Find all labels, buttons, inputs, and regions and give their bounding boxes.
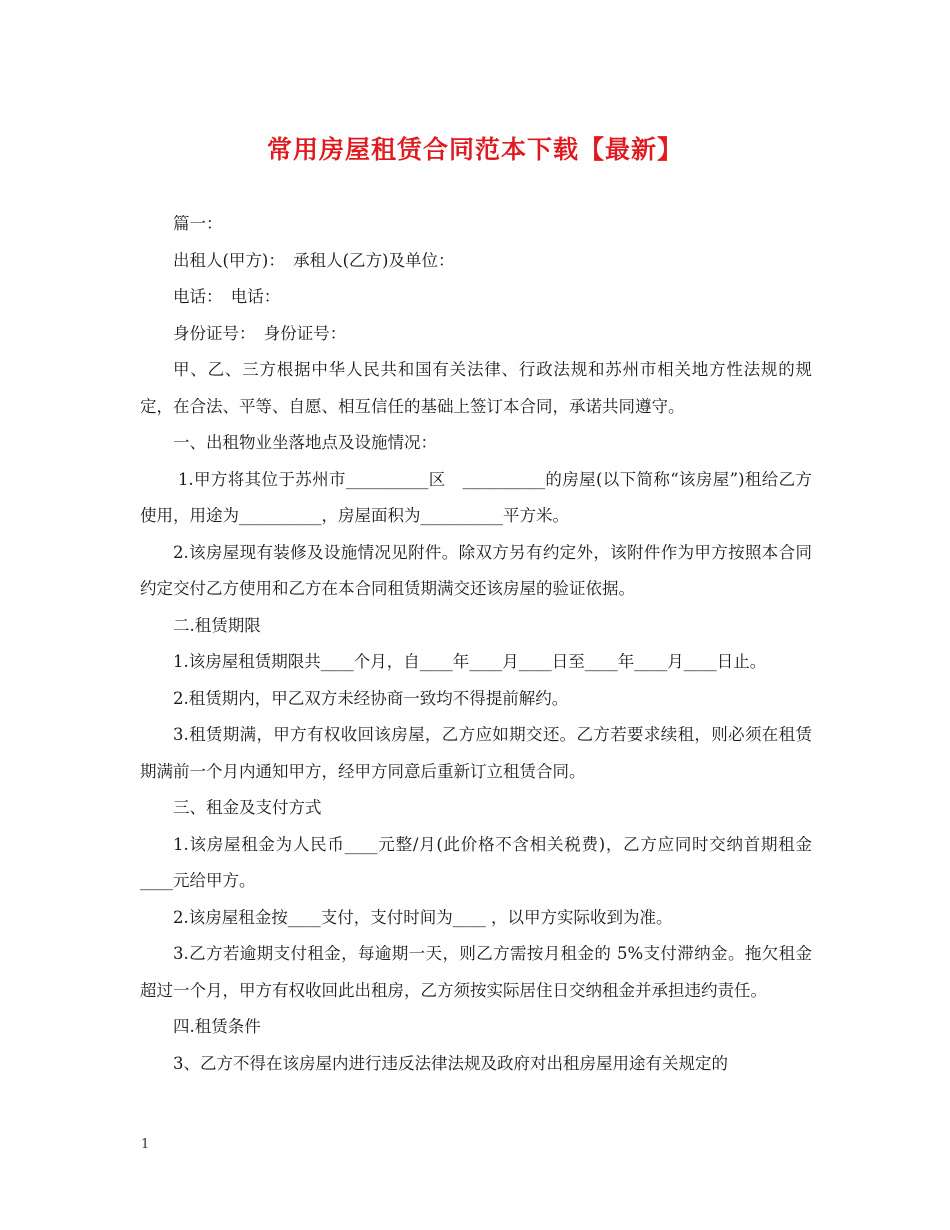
paragraph-term-3: 3.租赁期满，甲方有权收回该房屋，乙方应如期交还。乙方若要求续租，则必须在租赁期满前一个月内通知甲方，经甲方同意后重新订立租赁合同。 [140,725,812,781]
paragraph-property-2: 2.该房屋现有装修及设施情况见附件。除双方另有约定外，该附件作为甲方按照本合同约定交付乙方使用和乙方在本合同租赁期满交还该房屋的验证依据。 [140,542,812,598]
paragraph-parties: 出租人(甲方)： 承租人(乙方)及单位： [173,250,455,270]
document-body [140,206,812,1082]
paragraph-preamble: 甲、乙、三方根据中华人民共和国有关法律、行政法规和苏州市相关地方性法规的规定，在合法、平等、自愿、相互信任的基础上签订本合同，承诺共同遵守。 [140,360,812,416]
document-title: 常用房屋租赁合同范本下载【最新】 [266,135,683,164]
paragraph-conditions-3: 3、乙方不得在该房屋内进行违反法律法规及政府对出租房屋用途有关规定的 [173,1053,728,1073]
paragraph-term-2: 2.租赁期内，甲乙双方未经协商一致均不得提前解约。 [173,688,569,708]
heading-lease-conditions: 四.租赁条件 [173,1017,261,1036]
page-number: 1 [141,1137,150,1152]
paragraph-property-1: 1.甲方将其位于苏州市__________区 __________的房屋(以下简称“该房屋”)租给乙方使用，用途为__________，房屋面积为__________平方米。 [140,469,812,525]
paragraph-rent-2: 2.该房屋租金按____支付，支付时间为____ ，以甲方实际收到为准。 [173,907,673,927]
paragraph-id-numbers: 身份证号： 身份证号： [173,323,347,343]
paragraph-rent-1: 1.该房屋租金为人民币____元整/月(此价格不含相关税费)，乙方应同时交纳首期租金____元给甲方。 [140,834,812,890]
heading-lease-term: 二.租赁期限 [173,615,261,635]
paragraph-phones: 电话： 电话： [173,287,281,306]
paragraph-term-1: 1.该房屋租赁期限共____个月，自____年____月____日至____年____月____日止。 [173,652,767,671]
heading-property-location: 一、出租物业坐落地点及设施情况： [173,433,437,452]
paragraph-section-label: 篇一： [173,214,223,233]
paragraph-rent-3: 3.乙方若逾期支付租金，每逾期一天，则乙方需按月租金的 5%支付滞纳金。拖欠租金超过一个月，甲方有权收回此出租房，乙方须按实际居住日交纳租金并承担违约责任。 [140,944,812,1000]
heading-rent-payment: 三、租金及支付方式 [173,798,322,817]
